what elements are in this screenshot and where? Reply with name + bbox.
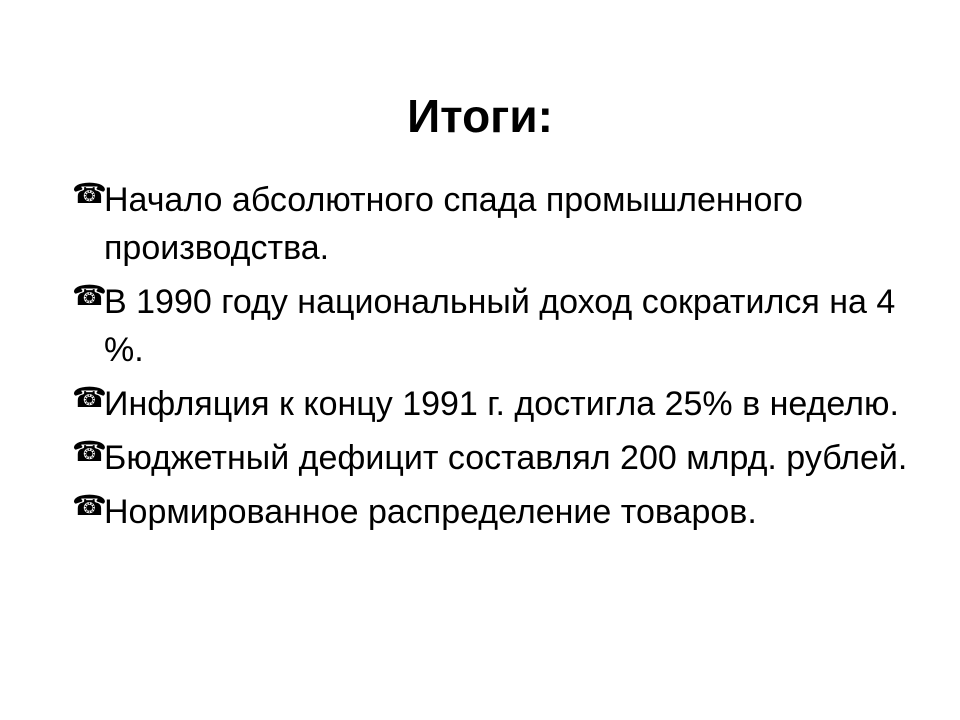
bullet-list [72,176,932,542]
telephone-icon: ☎ [72,279,107,312]
telephone-icon: ☎ [72,381,107,414]
telephone-icon: ☎ [72,177,107,210]
bullet-text: Бюджетный дефицит составлял 200 млрд. рублей. [104,439,908,477]
bullet-text: Инфляция к концу 1991 г. достигла 25% в неделю. [104,385,899,423]
bullet-item [72,380,932,428]
bullet-text: Начало абсолютного спада промышленного производства. [104,181,803,267]
telephone-icon: ☎ [72,489,107,522]
bullet-text: В 1990 году национальный доход сократился на 4 %. [104,283,896,369]
bullet-item [72,278,932,374]
bullet-text: Нормированное распределение товаров. [104,493,757,531]
slide-title: Итоги: [407,90,553,142]
bullet-item [72,434,932,482]
telephone-icon: ☎ [72,435,107,468]
bullet-item [72,176,932,272]
bullet-item [72,488,932,536]
